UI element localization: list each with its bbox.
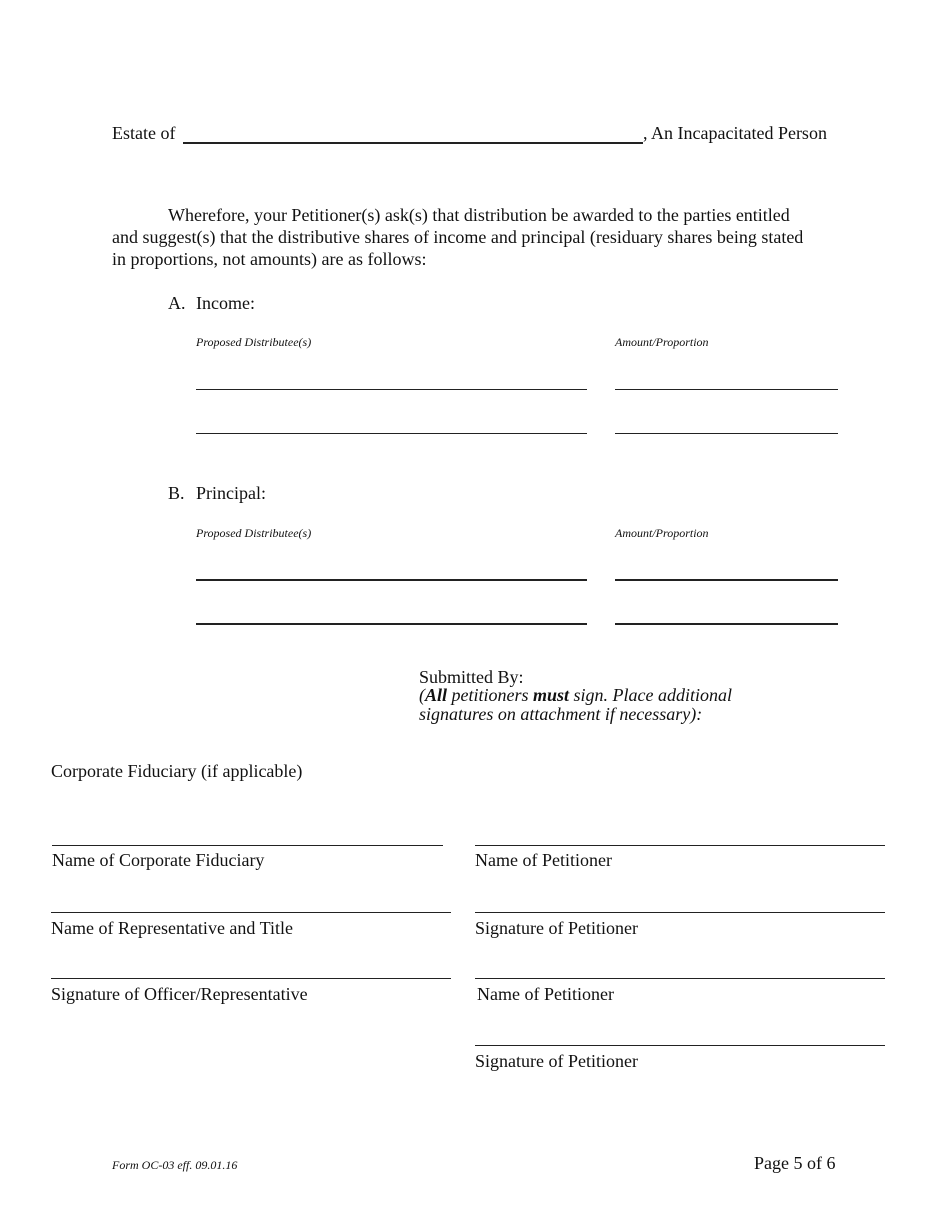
income-col-distributee: Proposed Distributee(s) <box>196 335 312 349</box>
petitioner-name-label-2: Name of Petitioner <box>477 984 614 1004</box>
corporate-fiduciary-name-label: Name of Corporate Fiduciary <box>52 850 265 870</box>
income-amount-field-2[interactable] <box>615 433 838 434</box>
income-title: Income: <box>196 293 255 313</box>
corporate-fiduciary-heading: Corporate Fiduciary (if applicable) <box>51 761 303 781</box>
paragraph-line-2: and suggest(s) that the distributive shares of income and principal (residuary shares being stated <box>112 227 804 247</box>
petitioner-signature-label-1: Signature of Petitioner <box>475 918 638 938</box>
representative-name-field[interactable] <box>51 912 451 913</box>
income-letter: A. <box>168 293 186 313</box>
form-id: Form OC-03 eff. 09.01.16 <box>112 1158 238 1172</box>
petitioner-name-field-1[interactable] <box>475 845 885 846</box>
principal-distributee-field-2[interactable] <box>196 623 587 625</box>
principal-distributee-field-1[interactable] <box>196 579 587 581</box>
petitioner-name-label-1: Name of Petitioner <box>475 850 612 870</box>
estate-name-field[interactable] <box>183 142 643 144</box>
officer-signature-field[interactable] <box>51 978 451 979</box>
principal-title: Principal: <box>196 483 266 503</box>
officer-signature-label: Signature of Officer/Representative <box>51 984 308 1004</box>
page-number: Page 5 of 6 <box>754 1153 836 1173</box>
paragraph-line-1: Wherefore, your Petitioner(s) ask(s) that distribution be awarded to the parties entitled <box>168 205 790 225</box>
petitioner-name-field-2[interactable] <box>475 978 885 979</box>
instruction-all: All <box>425 685 448 705</box>
principal-amount-field-1[interactable] <box>615 579 838 581</box>
submitted-instruction-line-2: signatures on attachment if necessary): <box>419 704 703 724</box>
petitioner-signature-field-1[interactable] <box>475 912 885 913</box>
principal-col-amount: Amount/Proportion <box>615 526 709 540</box>
income-distributee-field-1[interactable] <box>196 389 587 390</box>
petitioner-signature-label-2: Signature of Petitioner <box>475 1051 638 1071</box>
instruction-open-paren: ( <box>419 685 425 705</box>
corporate-fiduciary-name-field[interactable] <box>52 845 443 846</box>
petitioner-signature-field-2[interactable] <box>475 1045 885 1046</box>
paragraph-line-3: in proportions, not amounts) are as follows: <box>112 249 427 269</box>
instruction-rest-1: sign. Place additional <box>569 685 733 705</box>
instruction-must: must <box>533 685 570 705</box>
income-distributee-field-2[interactable] <box>196 433 587 434</box>
income-amount-field-1[interactable] <box>615 389 838 390</box>
principal-col-distributee: Proposed Distributee(s) <box>196 526 312 540</box>
submitted-by-label: Submitted By: <box>419 667 524 687</box>
principal-letter: B. <box>168 483 185 503</box>
instruction-petitioners: petitioners <box>447 685 534 705</box>
representative-name-label: Name of Representative and Title <box>51 918 293 938</box>
principal-amount-field-2[interactable] <box>615 623 838 625</box>
estate-suffix: , An Incapacitated Person <box>643 123 827 143</box>
estate-of-label: Estate of <box>112 123 176 143</box>
income-col-amount: Amount/Proportion <box>615 335 709 349</box>
